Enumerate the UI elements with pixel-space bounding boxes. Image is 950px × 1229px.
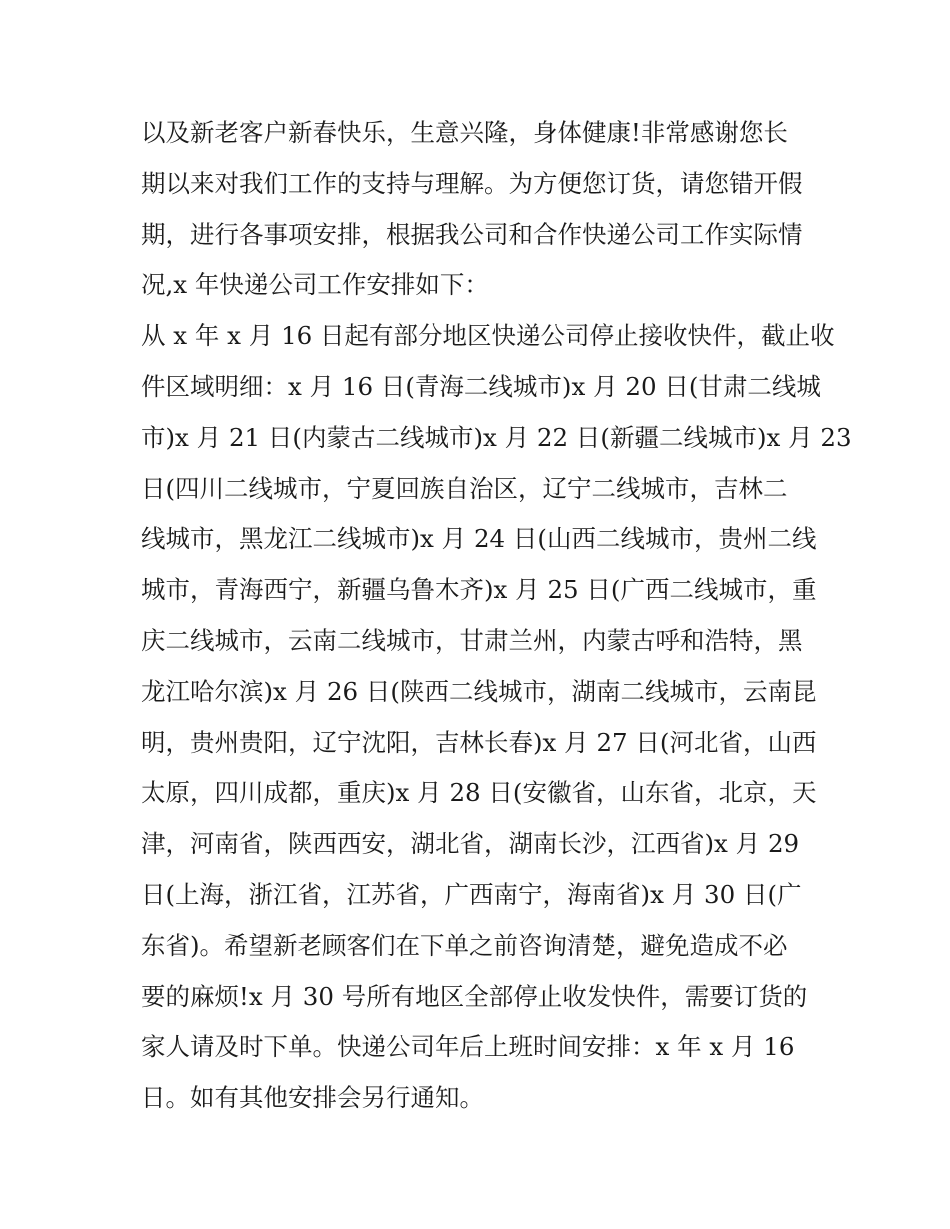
- text-line: 津，河南省，陕西西安，湖北省，湖南长沙，江西省)x 月 29: [141, 829, 800, 859]
- text-line: 龙江哈尔滨)x 月 26 日(陕西二线城市，湖南二线城市，云南昆: [141, 676, 817, 706]
- text-line: 日(上海，浙江省，江苏省，广西南宁，海南省)x 月 30 日(广: [141, 879, 802, 909]
- text-line: 线城市，黑龙江二线城市)x 月 24 日(山西二线城市，贵州二线: [141, 524, 817, 554]
- text-line: 家人请及时下单。快递公司年后上班时间安排：x 年 x 月 16: [141, 1032, 795, 1062]
- text-line: 要的麻烦!x 月 30 号所有地区全部停止收发快件，需要订货的: [141, 981, 808, 1011]
- text-line: 期，进行各事项安排，根据我公司和合作快递公司工作实际情: [141, 219, 803, 249]
- text-line: 太原，四川成都，重庆)x 月 28 日(安徽省，山东省，北京，天: [141, 778, 817, 808]
- text-line: 期以来对我们工作的支持与理解。为方便您订货，请您错开假: [141, 168, 803, 198]
- text-line: 从 x 年 x 月 16 日起有部分地区快递公司停止接收快件，截止收: [141, 321, 835, 351]
- text-line: 明，贵州贵阳，辽宁沈阳，吉林长春)x 月 27 日(河北省，山西: [141, 727, 817, 757]
- text-line: 件区域明细：x 月 16 日(青海二线城市)x 月 20 日(甘肃二线城: [141, 371, 821, 401]
- text-line: 以及新老客户新春快乐，生意兴隆，身体健康!非常感谢您长: [141, 118, 788, 147]
- text-line: 市)x 月 21 日(内蒙古二线城市)x 月 22 日(新疆二线城市)x 月 23: [141, 422, 852, 452]
- text-line: 况,x 年快递公司工作安排如下：: [141, 270, 489, 300]
- text-line: 东省)。希望新老顾客们在下单之前咨询清楚，避免造成不必: [141, 930, 788, 960]
- text-line: 城市，青海西宁，新疆乌鲁木齐)x 月 25 日(广西二线城市，重: [141, 575, 817, 605]
- text-line: 日。如有其他安排会另行通知。: [141, 1083, 484, 1113]
- body-text: [141, 108, 852, 1124]
- text-line: 日(四川二线城市，宁夏回族自治区，辽宁二线城市，吉林二: [141, 473, 788, 503]
- text-line: 庆二线城市，云南二线城市，甘肃兰州，内蒙古呼和浩特，黑: [141, 625, 803, 655]
